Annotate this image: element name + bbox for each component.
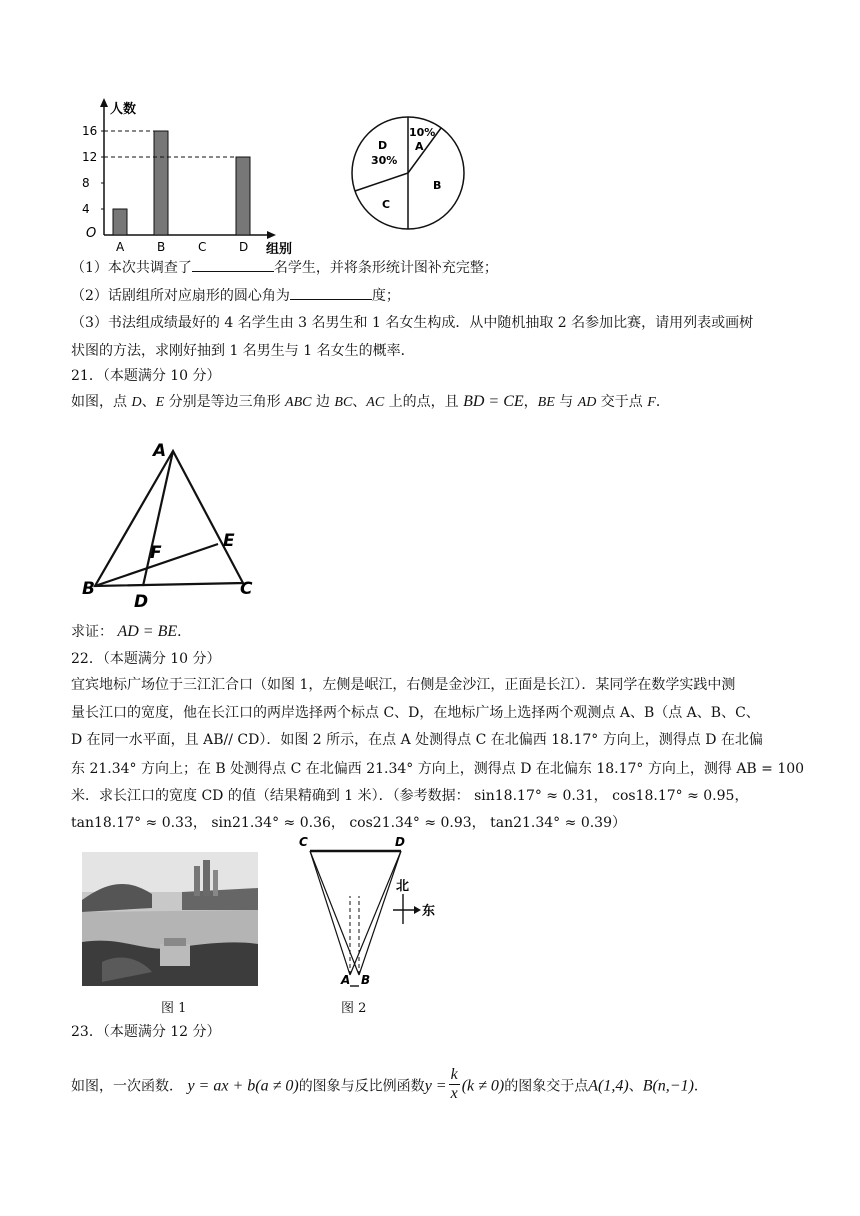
- q22-photo-figure: [82, 852, 258, 986]
- label-c: C: [299, 835, 308, 849]
- q22-bearing-figure: [295, 834, 445, 994]
- linear-function: y = ax + b(a ≠ 0): [187, 1077, 299, 1095]
- inverse-function-lhs: y =: [424, 1077, 447, 1095]
- q21-stem: [71, 392, 670, 413]
- pie-label-c: C: [382, 198, 391, 211]
- q21-var: ABC: [285, 395, 312, 410]
- q21-header: 21．（本题满分 10 分）: [71, 368, 221, 384]
- x-category-label: C: [198, 240, 207, 254]
- compass-north-label: 北: [396, 879, 410, 894]
- label-a: A: [341, 973, 351, 987]
- q20-part2: [71, 285, 400, 306]
- q21-triangle-figure: [80, 436, 270, 616]
- q21-text: 边: [311, 394, 335, 410]
- q20-part3-cont: 状图的方法，求刚好抽到 1 名男生与 1 名女生的概率．: [71, 343, 415, 359]
- answer-blank: [290, 285, 372, 300]
- q23-text: 的图象交于点: [504, 1078, 589, 1095]
- q21-var: BC: [334, 395, 353, 410]
- q20-part3: （3）书法组成绩最好的 4 名学生由 3 名男生和 1 名女生构成．从中随机抽取 2 名参加比赛，请用列表或画树: [71, 315, 754, 331]
- label-d: D: [395, 835, 405, 849]
- label-a: A: [153, 441, 167, 461]
- q21-text: 、: [141, 394, 156, 410]
- q21-var: BE: [537, 395, 555, 410]
- q23-stem: [71, 1068, 708, 1105]
- bar-d: [236, 157, 250, 235]
- fig1-caption: 图 1: [161, 1001, 187, 1016]
- line-ad: [350, 851, 401, 975]
- q22-line-3: D 在同一水平面，且 AB// CD）．如图 2 所示，在点 A 处测得点 C 在北偏西 18.17° 方向上，测得点 D 在北偏: [71, 732, 763, 748]
- bar-a: [113, 209, 127, 235]
- point-a: A(1,4): [588, 1077, 629, 1095]
- fraction-denominator: x: [450, 1085, 458, 1102]
- compass-east-label: 东: [422, 904, 436, 919]
- q21-text: 分别是等边三角形: [164, 394, 286, 410]
- bar-chart: [70, 95, 310, 255]
- q20-part1-text: （1）本次共调查了: [71, 260, 192, 276]
- point-b: B(n,−1): [642, 1077, 694, 1095]
- pie-chart: [350, 112, 470, 232]
- q23-text: ．: [693, 1078, 708, 1095]
- fraction-k-over-x: [449, 1066, 460, 1103]
- label-c: C: [240, 579, 253, 599]
- q21-text: ，: [523, 394, 538, 410]
- segment-ad: [143, 451, 173, 586]
- label-b: B: [361, 973, 371, 987]
- fig2-caption: 图 2: [341, 1001, 367, 1016]
- q21-var: D: [131, 395, 142, 410]
- pie-label-b: B: [433, 179, 442, 192]
- q23-header: 23．（本题满分 12 分）: [71, 1024, 221, 1040]
- q21-var: AC: [366, 395, 385, 410]
- q21-prove: [71, 622, 191, 642]
- q21-text: 交于点: [596, 394, 648, 410]
- y-tick-label: 16: [82, 124, 98, 138]
- compass-east-arrow: [414, 906, 421, 914]
- q23-text: 、: [628, 1078, 643, 1095]
- y-axis-arrow: [100, 98, 108, 107]
- y-tick-label: 4: [82, 202, 90, 216]
- q20-part2-text: （2）话剧组所对应扇形的圆心角为: [71, 288, 290, 304]
- x-category-label: D: [239, 240, 249, 254]
- q21-text: 与: [554, 394, 578, 410]
- q23-text: 的图象与反比例函数: [298, 1078, 425, 1095]
- inverse-condition: (k ≠ 0): [461, 1077, 505, 1095]
- line-bd: [359, 851, 401, 975]
- x-category-label: A: [116, 240, 125, 254]
- x-category-label: B: [157, 240, 166, 254]
- q20-part2-text-end: 度；: [371, 288, 400, 304]
- y-axis-label: 人数: [110, 102, 137, 117]
- label-d: D: [134, 592, 149, 612]
- q21-var: E: [155, 395, 165, 410]
- x-axis-arrow: [267, 231, 276, 239]
- origin-label: O: [86, 226, 97, 241]
- q22-line-4: 东 21.34° 方向上；在 B 处测得点 C 在北偏西 21.34° 方向上，测得点 D 在北偏东 18.17° 方向上，测得 AB = 100: [71, 761, 805, 777]
- q23-text: 如图，一次函数．: [71, 1078, 183, 1095]
- q21-text: 、: [352, 394, 367, 410]
- q21-text: 如图，点: [71, 394, 132, 410]
- x-axis-label: 组别: [266, 242, 293, 255]
- q21-prove-label: 求证：: [71, 624, 113, 640]
- y-tick-label: 8: [82, 176, 90, 190]
- bar-b: [154, 131, 168, 235]
- label-b: B: [82, 579, 95, 599]
- answer-blank: [192, 257, 274, 272]
- q21-var: F: [647, 395, 656, 410]
- line-bc: [310, 851, 359, 975]
- q21-var: AD: [577, 395, 597, 410]
- pie-percent-a: 10%: [409, 126, 436, 139]
- q22-line-1: 宜宾地标广场位于三江汇合口（如图 1，左侧是岷江，右侧是金沙江，正面是长江）．某同学在数学实践中测: [71, 677, 736, 693]
- q20-part1-text-end: 名学生，并将条形统计图补充完整；: [273, 260, 498, 276]
- q22-header: 22．（本题满分 10 分）: [71, 651, 221, 667]
- label-e: E: [223, 531, 235, 551]
- fraction-numerator: k: [450, 1066, 458, 1083]
- q20-part1: [71, 257, 498, 278]
- line-ac: [310, 851, 350, 975]
- q21-text: 上的点，且: [384, 394, 464, 410]
- q22-line-5: 米．求长江口的宽度 CD 的值（结果精确到 1 米）．（参考数据： sin18.17° ≈ 0.31， cos18.17° ≈ 0.95，: [71, 788, 749, 804]
- y-tick-label: 12: [82, 150, 98, 164]
- q21-text: ．: [177, 624, 192, 640]
- q21-condition: BD = CE: [463, 393, 524, 410]
- label-f: F: [150, 543, 162, 563]
- q22-line-2: 量长江口的宽度，他在长江口的两岸选择两个标点 C、D，在地标广场上选择两个观测点 A、B（点 A、B、C、: [71, 705, 760, 721]
- q21-prove-statement: AD = BE: [117, 623, 178, 640]
- pie-percent-d: 30%: [371, 154, 398, 167]
- pie-label-a: A: [415, 140, 424, 153]
- q22-line-6: tan18.17° ≈ 0.33， sin21.34° ≈ 0.36， cos21.34° ≈ 0.93， tan21.34° ≈ 0.39）: [71, 815, 626, 831]
- q21-text: ．: [655, 394, 670, 410]
- pie-label-d: D: [378, 139, 388, 152]
